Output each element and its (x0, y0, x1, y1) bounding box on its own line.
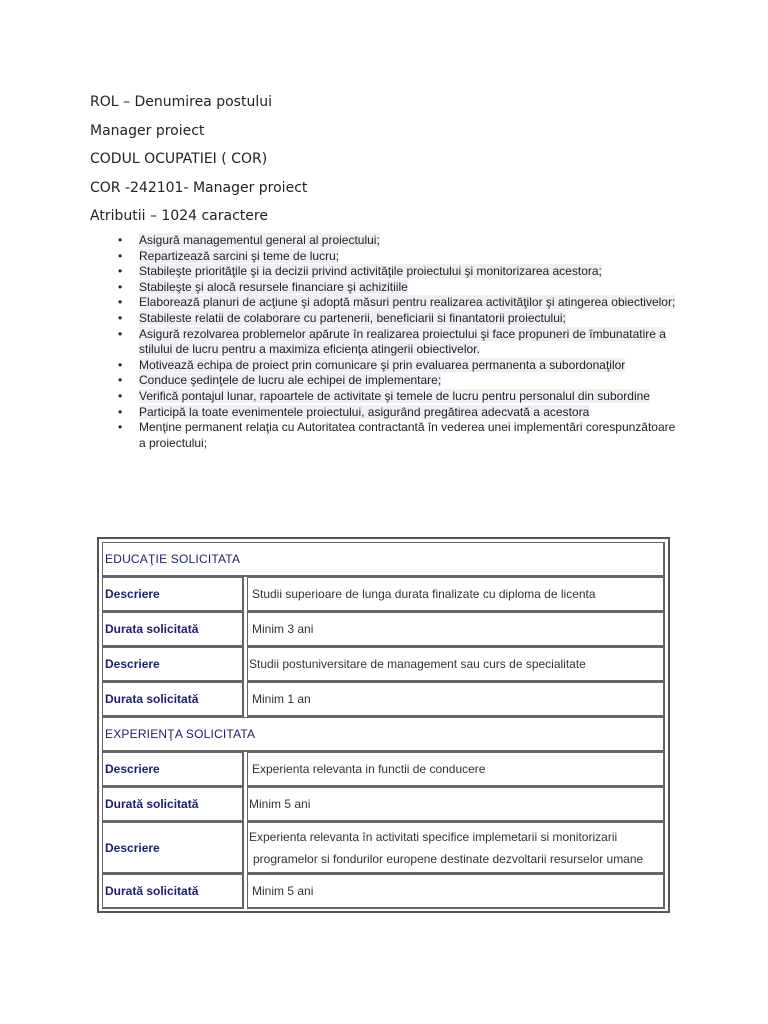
table-row (102, 577, 665, 612)
list-item: • Repartizează sarcini şi teme de lucru; (118, 249, 678, 265)
table-row (102, 647, 665, 682)
row-key: Descriere (102, 752, 244, 787)
row-key: Descriere (102, 822, 244, 874)
table-row (102, 787, 665, 822)
row-value: Studii postuniversitare de management sau curs de specialitate (247, 647, 665, 682)
row-value: Minim 5 ani (247, 874, 665, 909)
list-item: • Verifică pontajul lunar, rapoartele de activitate şi temele de lucru pentru personalul din subordine (118, 389, 678, 405)
list-item: • Asigură managementul general al proiectului; (118, 233, 678, 249)
experience-section-title: EXPERIENŢA SOLICITATA (102, 717, 665, 752)
row-value: Minim 1 an (247, 682, 665, 717)
requirements-table (97, 537, 670, 913)
duties-list (118, 233, 678, 451)
table-section-row (102, 542, 665, 577)
list-item: • Motivează echipa de proiect prin comunicare şi prin evaluarea permanenta a subordonaţilor (118, 358, 678, 374)
table-row (102, 822, 665, 874)
row-value: Studii superioare de lunga durata finalizate cu diploma de licenta (247, 577, 665, 612)
row-value: Experienta relevanta in functii de conducere (247, 752, 665, 787)
row-key: Descriere (102, 577, 244, 612)
row-key: Durata solicitată (102, 612, 244, 647)
role-label: ROL – Denumirea postului (90, 94, 272, 110)
row-value-line: Experienta relevanta în activitati specifice implemetarii si monitorizarii (249, 830, 618, 844)
list-item: • Stabileste relatii de colaborare cu partenerii, beneficiarii si finantatorii proiectului; (118, 311, 678, 327)
duties-label: Atributii – 1024 caractere (90, 208, 268, 224)
role-value: Manager proiect (90, 122, 205, 139)
row-key: Durata solicitată (102, 682, 244, 717)
list-item: • Asigură rezolvarea problemelor apărute în realizarea proiectului şi face propuneri de îmbunatatire a stilului de lucru pentru a maximiza eficienţa atingerii obiectivelor. (118, 327, 678, 358)
occupation-code-label: CODUL OCUPATIEI ( COR) (90, 151, 268, 167)
occupation-code-value: COR -242101- Manager proiect (90, 179, 308, 196)
list-item: • Menţine permanent relaţia cu Autoritatea contractantă în vederea unei implementări corespunzătoare a proiectului; (118, 420, 678, 451)
list-item: • Participă la toate evenimentele proiectului, asigurând pregătirea adecvată a acestora (118, 405, 678, 421)
table-section-row (102, 717, 665, 752)
row-key: Durată solicitată (102, 787, 244, 822)
list-item: • Stabileşte şi alocă resursele financiare şi achizitiile (118, 280, 678, 296)
row-value-line: programelor si fondurilor europene destinate dezvoltarii resurselor umane (253, 852, 644, 866)
job-header (90, 88, 307, 231)
row-value: Minim 3 ani (247, 612, 665, 647)
row-key: Descriere (102, 647, 244, 682)
row-key: Durată solicitată (102, 874, 244, 909)
row-value (247, 822, 665, 874)
row-value: Minim 5 ani (247, 787, 665, 822)
list-item: • Conduce şedinţele de lucru ale echipei de implementare; (118, 373, 678, 389)
table-row (102, 682, 665, 717)
list-item: • Elaborează planuri de acţiune şi adoptă măsuri pentru realizarea activităţilor şi atingerea obiectivelor; (118, 295, 678, 311)
table-row (102, 752, 665, 787)
table-row (102, 612, 665, 647)
education-section-title: EDUCAŢIE SOLICITATA (102, 542, 665, 577)
table-row (102, 874, 665, 909)
list-item: • Stabileşte priorităţile şi ia decizii privind activităţile proiectului şi monitorizarea acestora; (118, 264, 678, 280)
